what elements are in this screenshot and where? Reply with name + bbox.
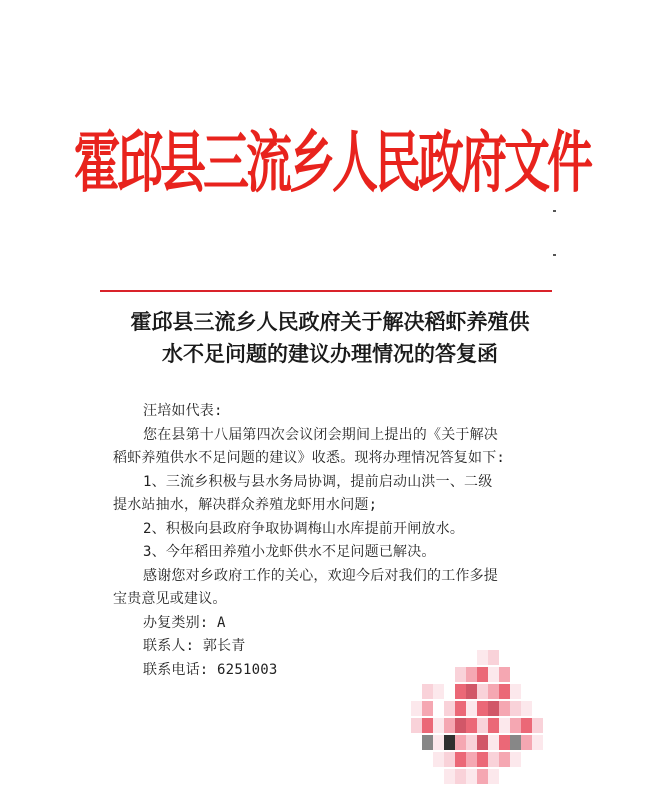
seal-mosaic-tile <box>477 701 488 716</box>
document-title-line: 水不足问题的建议办理情况的答复函 <box>162 341 498 366</box>
red-divider-rule <box>100 290 552 292</box>
contact-phone: 联系电话: 6251003 <box>143 661 278 678</box>
seal-mosaic-tile <box>466 752 477 767</box>
seal-mosaic-tile <box>499 752 510 767</box>
seal-mosaic-tile <box>499 701 510 716</box>
seal-mosaic-tile <box>521 718 532 733</box>
scan-speck <box>553 210 556 212</box>
seal-mosaic-tile <box>466 769 477 784</box>
seal-mosaic-tile <box>433 735 444 750</box>
seal-mosaic-tile <box>532 718 543 733</box>
seal-mosaic-tile <box>466 701 477 716</box>
seal-mosaic-tile <box>499 718 510 733</box>
paragraph-line: 稻虾养殖供水不足问题的建议》收悉。现将办理情况答复如下: <box>113 450 506 466</box>
seal-mosaic-tile <box>488 769 499 784</box>
seal-mosaic-tile <box>455 667 466 682</box>
seal-mosaic-tile <box>477 667 488 682</box>
scan-speck <box>553 254 556 256</box>
paragraph-line: 您在县第十八届第四次会议闭会期间上提出的《关于解决 <box>143 426 498 443</box>
seal-mosaic-tile <box>466 735 477 750</box>
reply-category: 办复类别: A <box>143 614 226 631</box>
seal-mosaic-tile <box>422 735 433 750</box>
seal-mosaic-tile <box>477 735 488 750</box>
seal-mosaic-tile <box>521 735 532 750</box>
seal-mosaic-tile <box>466 718 477 733</box>
seal-mosaic-tile <box>422 684 433 699</box>
list-item: 3、今年稻田养殖小龙虾供水不足问题已解决。 <box>143 544 436 560</box>
seal-mosaic-tile <box>466 667 477 682</box>
seal-mosaic-tile <box>510 718 521 733</box>
seal-mosaic-tile <box>488 701 499 716</box>
seal-mosaic-tile <box>444 701 455 716</box>
seal-mosaic-tile <box>488 667 499 682</box>
seal-mosaic-tile <box>444 769 455 784</box>
seal-mosaic-tile <box>444 718 455 733</box>
seal-mosaic-tile <box>488 650 499 665</box>
seal-mosaic-tile <box>510 701 521 716</box>
seal-mosaic-tile <box>455 718 466 733</box>
seal-mosaic-tile <box>510 735 521 750</box>
seal-mosaic-tile <box>433 752 444 767</box>
closing-line: 感谢您对乡政府工作的关心，欢迎今后对我们的工作多提 <box>143 567 498 584</box>
seal-mosaic-tile <box>477 769 488 784</box>
closing-line: 宝贵意见或建议。 <box>113 591 227 607</box>
seal-mosaic-tile <box>455 701 466 716</box>
seal-mosaic-tile <box>477 718 488 733</box>
seal-mosaic-tile <box>422 701 433 716</box>
seal-mosaic-tile <box>455 769 466 784</box>
seal-mosaic-tile <box>510 752 521 767</box>
seal-mosaic-tile <box>444 735 455 750</box>
seal-mosaic-tile <box>455 752 466 767</box>
seal-mosaic-tile <box>455 735 466 750</box>
seal-mosaic-tile <box>499 667 510 682</box>
pixelated-seal-icon <box>400 650 560 800</box>
seal-mosaic-tile <box>422 718 433 733</box>
seal-mosaic-tile <box>477 752 488 767</box>
seal-mosaic-tile <box>499 735 510 750</box>
seal-mosaic-tile <box>521 701 532 716</box>
salutation: 汪培如代表: <box>143 403 223 419</box>
seal-mosaic-tile <box>444 752 455 767</box>
seal-mosaic-tile <box>488 735 499 750</box>
seal-mosaic-tile <box>488 684 499 699</box>
list-item: 2、积极向县政府争取协调梅山水库提前开闸放水。 <box>143 520 465 537</box>
seal-mosaic-tile <box>488 718 499 733</box>
seal-mosaic-tile <box>499 684 510 699</box>
seal-mosaic-tile <box>411 718 422 733</box>
seal-mosaic-tile <box>455 684 466 699</box>
seal-mosaic-tile <box>510 684 521 699</box>
document-title <box>100 306 560 370</box>
seal-mosaic-tile <box>466 684 477 699</box>
list-item: 1、三流乡积极与县水务局协调，提前启动山洪一、二级 <box>143 473 493 490</box>
seal-mosaic-tile <box>477 684 488 699</box>
seal-mosaic-tile <box>477 650 488 665</box>
seal-mosaic-tile <box>532 735 543 750</box>
seal-mosaic-tile <box>433 718 444 733</box>
seal-mosaic-tile <box>433 684 444 699</box>
seal-mosaic-tile <box>411 701 422 716</box>
contact-person: 联系人: 郭长青 <box>143 638 246 654</box>
agency-header-title: 霍邱县三流乡人民政府文件 <box>74 123 590 202</box>
list-item-continuation: 提水站抽水，解决群众养殖龙虾用水问题; <box>113 497 378 513</box>
document-title-line: 霍邱县三流乡人民政府关于解决稻虾养殖供 <box>130 309 530 334</box>
document-body <box>113 400 557 682</box>
seal-mosaic-tile <box>488 752 499 767</box>
